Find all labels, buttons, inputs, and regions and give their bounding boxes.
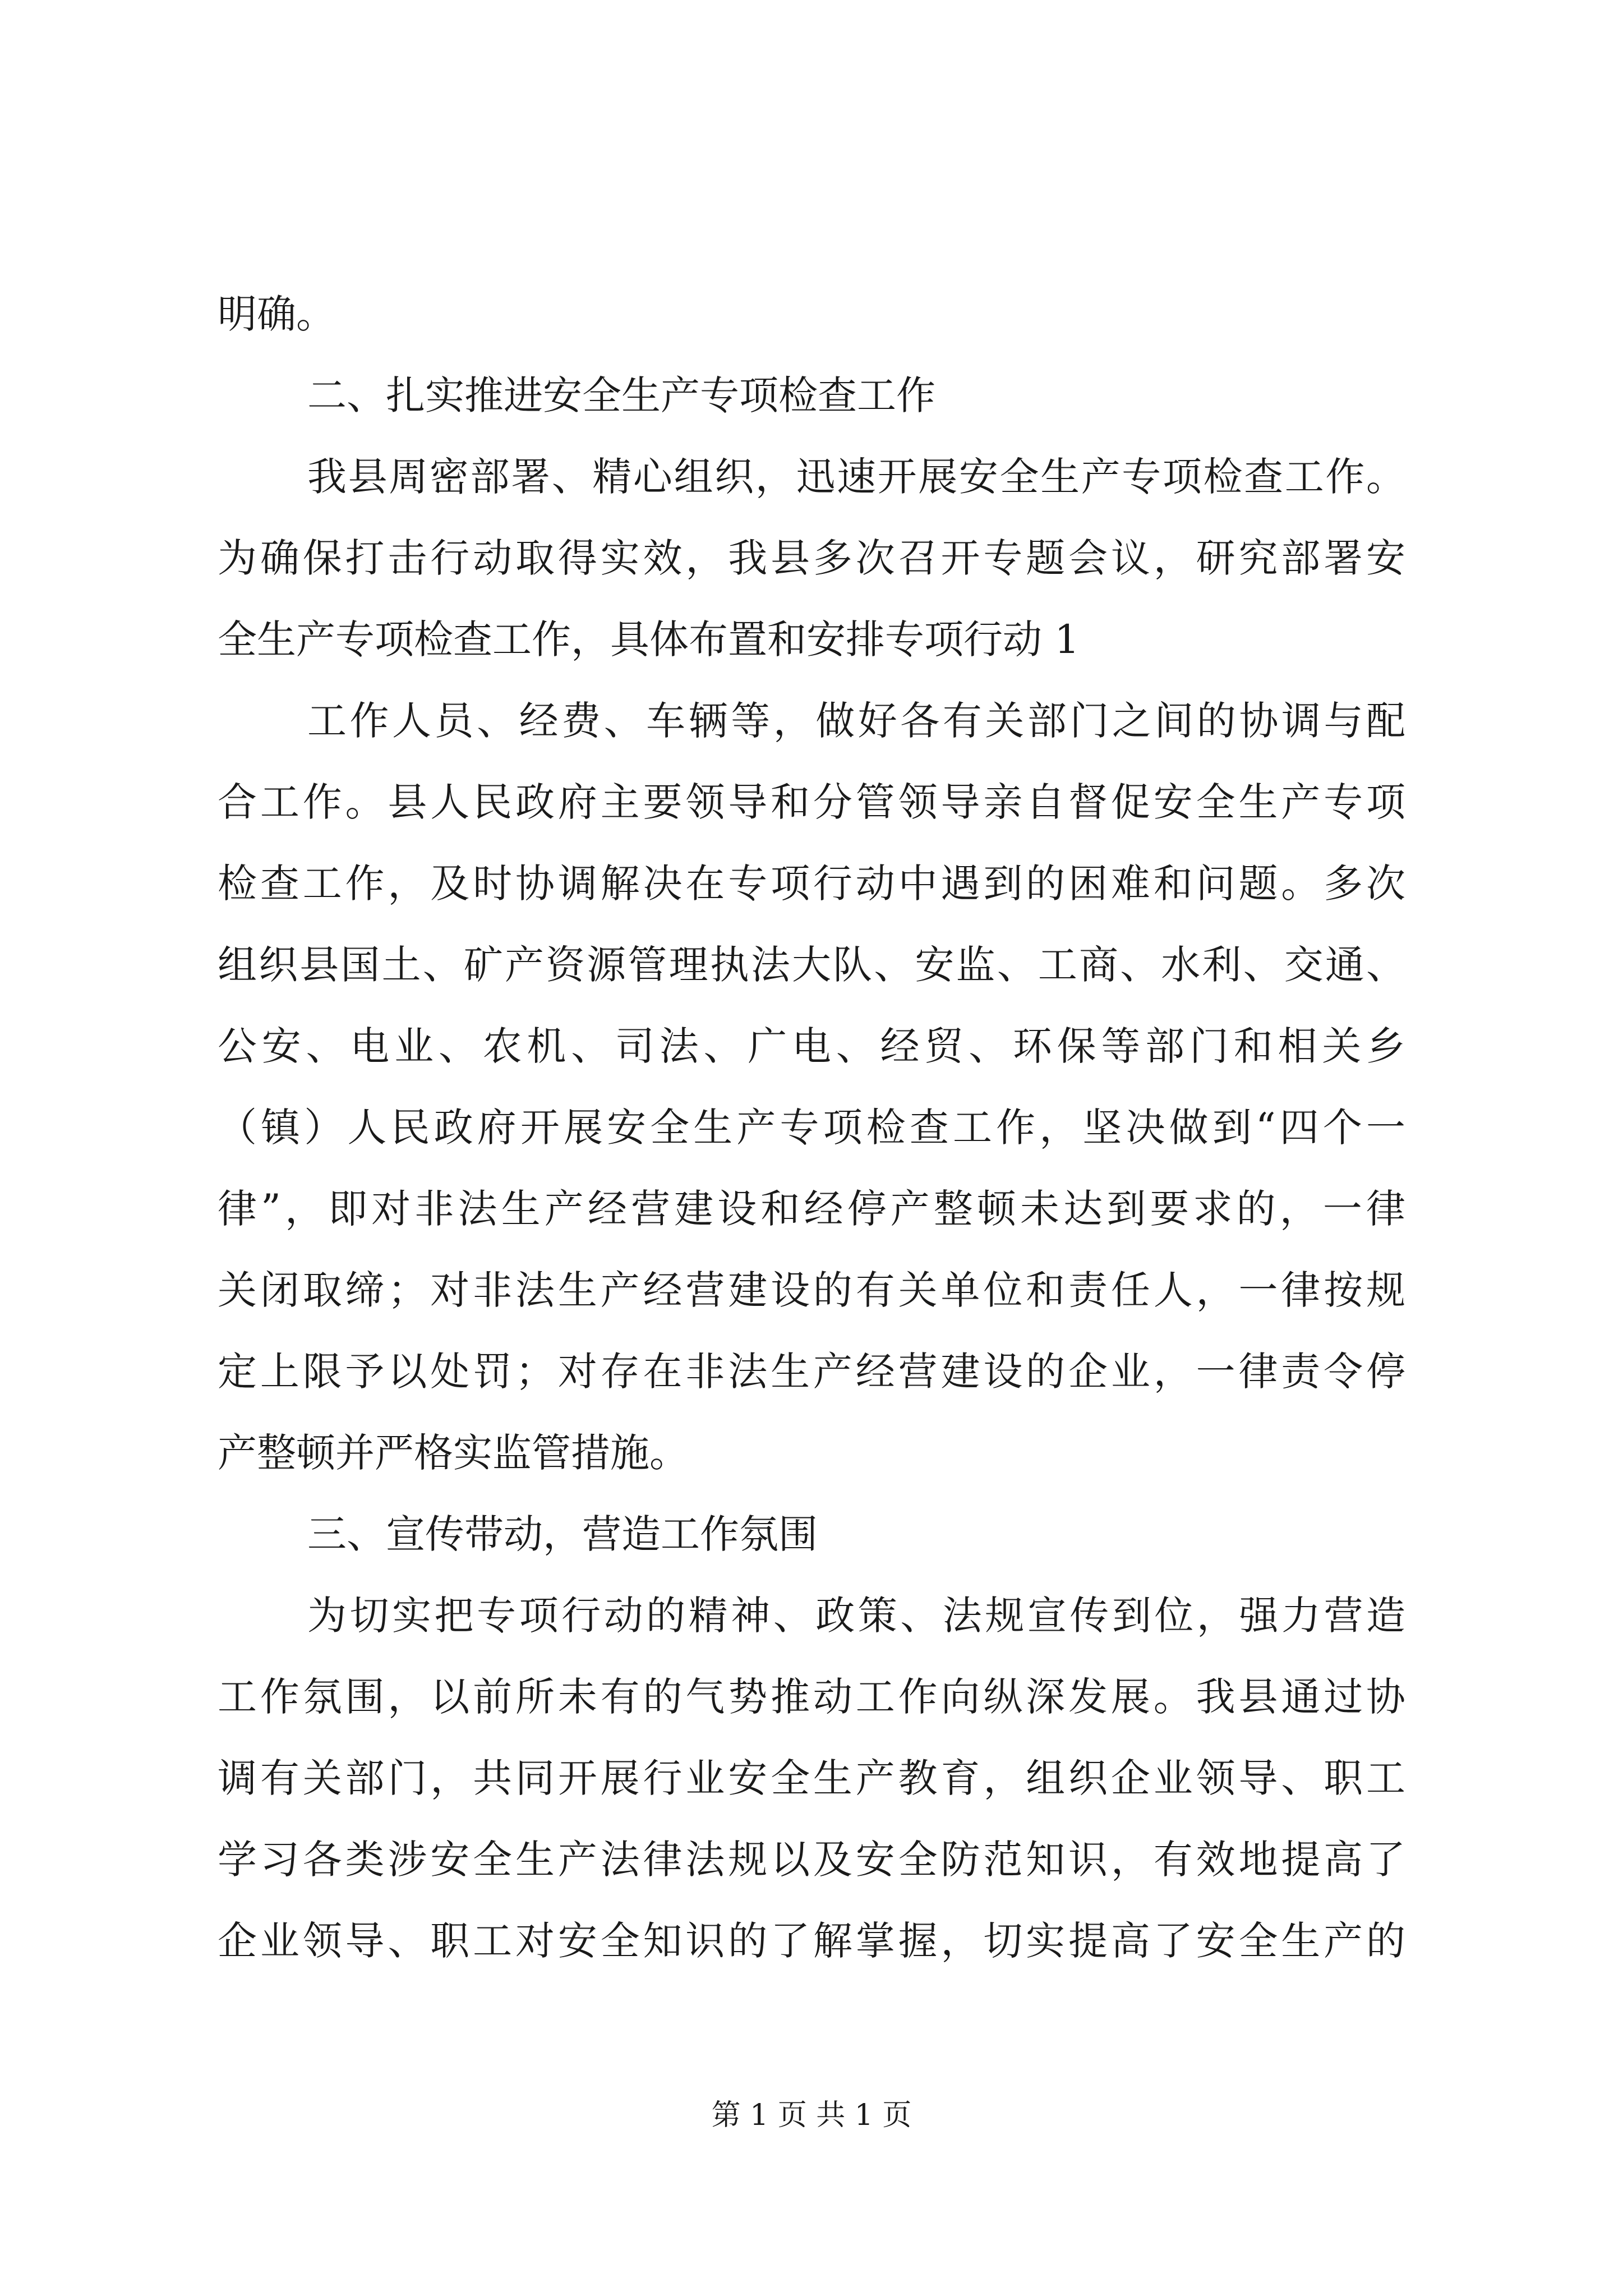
body-line: 合工作。县人民政府主要领导和分管领导亲自督促安全生产专项 xyxy=(218,779,1405,825)
body-line: 企业领导、职工对安全知识的了解掌握，切实提高了安全生产的 xyxy=(218,1918,1405,1964)
body-line: 明确。 xyxy=(218,291,335,337)
body-line: 组织县国土、矿产资源管理执法大队、安监、工商、水利、交通、 xyxy=(218,942,1405,988)
body-line: 为切实把专项行动的精神、政策、法规宣传到位，强力营造 xyxy=(307,1593,1405,1639)
body-line: 定上限予以处罚；对存在非法生产经营建设的企业，一律责令停 xyxy=(218,1349,1405,1395)
body-line: 律”，即对非法生产经营建设和经停产整顿未达到要求的，一律 xyxy=(218,1186,1405,1232)
body-line: 产整顿并严格实监管措施。 xyxy=(218,1430,689,1476)
body-line: 工作人员、经费、车辆等，做好各有关部门之间的协调与配 xyxy=(307,698,1405,744)
body-line: （镇）人民政府开展安全生产专项检查工作，坚决做到“四个一 xyxy=(218,1105,1405,1151)
section-heading: 二、扎实推进安全生产专项检查工作 xyxy=(307,372,935,418)
section-heading: 三、宣传带动，营造工作氛围 xyxy=(307,1511,818,1557)
body-line: 全生产专项检查工作，具体布置和安排专项行动 1 xyxy=(218,616,1080,662)
body-line: 关闭取缔；对非法生产经营建设的有关单位和责任人，一律按规 xyxy=(218,1267,1405,1313)
body-line: 为确保打击行动取得实效，我县多次召开专题会议，研究部署安 xyxy=(218,535,1405,581)
body-line: 学习各类涉安全生产法律法规以及安全防范知识，有效地提高了 xyxy=(218,1837,1405,1883)
body-line: 我县周密部署、精心组织，迅速开展安全生产专项检查工作。 xyxy=(307,454,1405,500)
body-line: 检查工作，及时协调解决在专项行动中遇到的困难和问题。多次 xyxy=(218,861,1405,907)
body-text xyxy=(218,274,1405,1982)
page-footer: 第 1 页 共 1 页 xyxy=(711,2099,912,2132)
body-line: 调有关部门，共同开展行业安全生产教育，组织企业领导、职工 xyxy=(218,1755,1405,1801)
body-line: 公安、电业、农机、司法、广电、经贸、环保等部门和相关乡 xyxy=(218,1023,1405,1069)
body-line: 工作氛围，以前所未有的气势推动工作向纵深发展。我县通过协 xyxy=(218,1674,1405,1720)
